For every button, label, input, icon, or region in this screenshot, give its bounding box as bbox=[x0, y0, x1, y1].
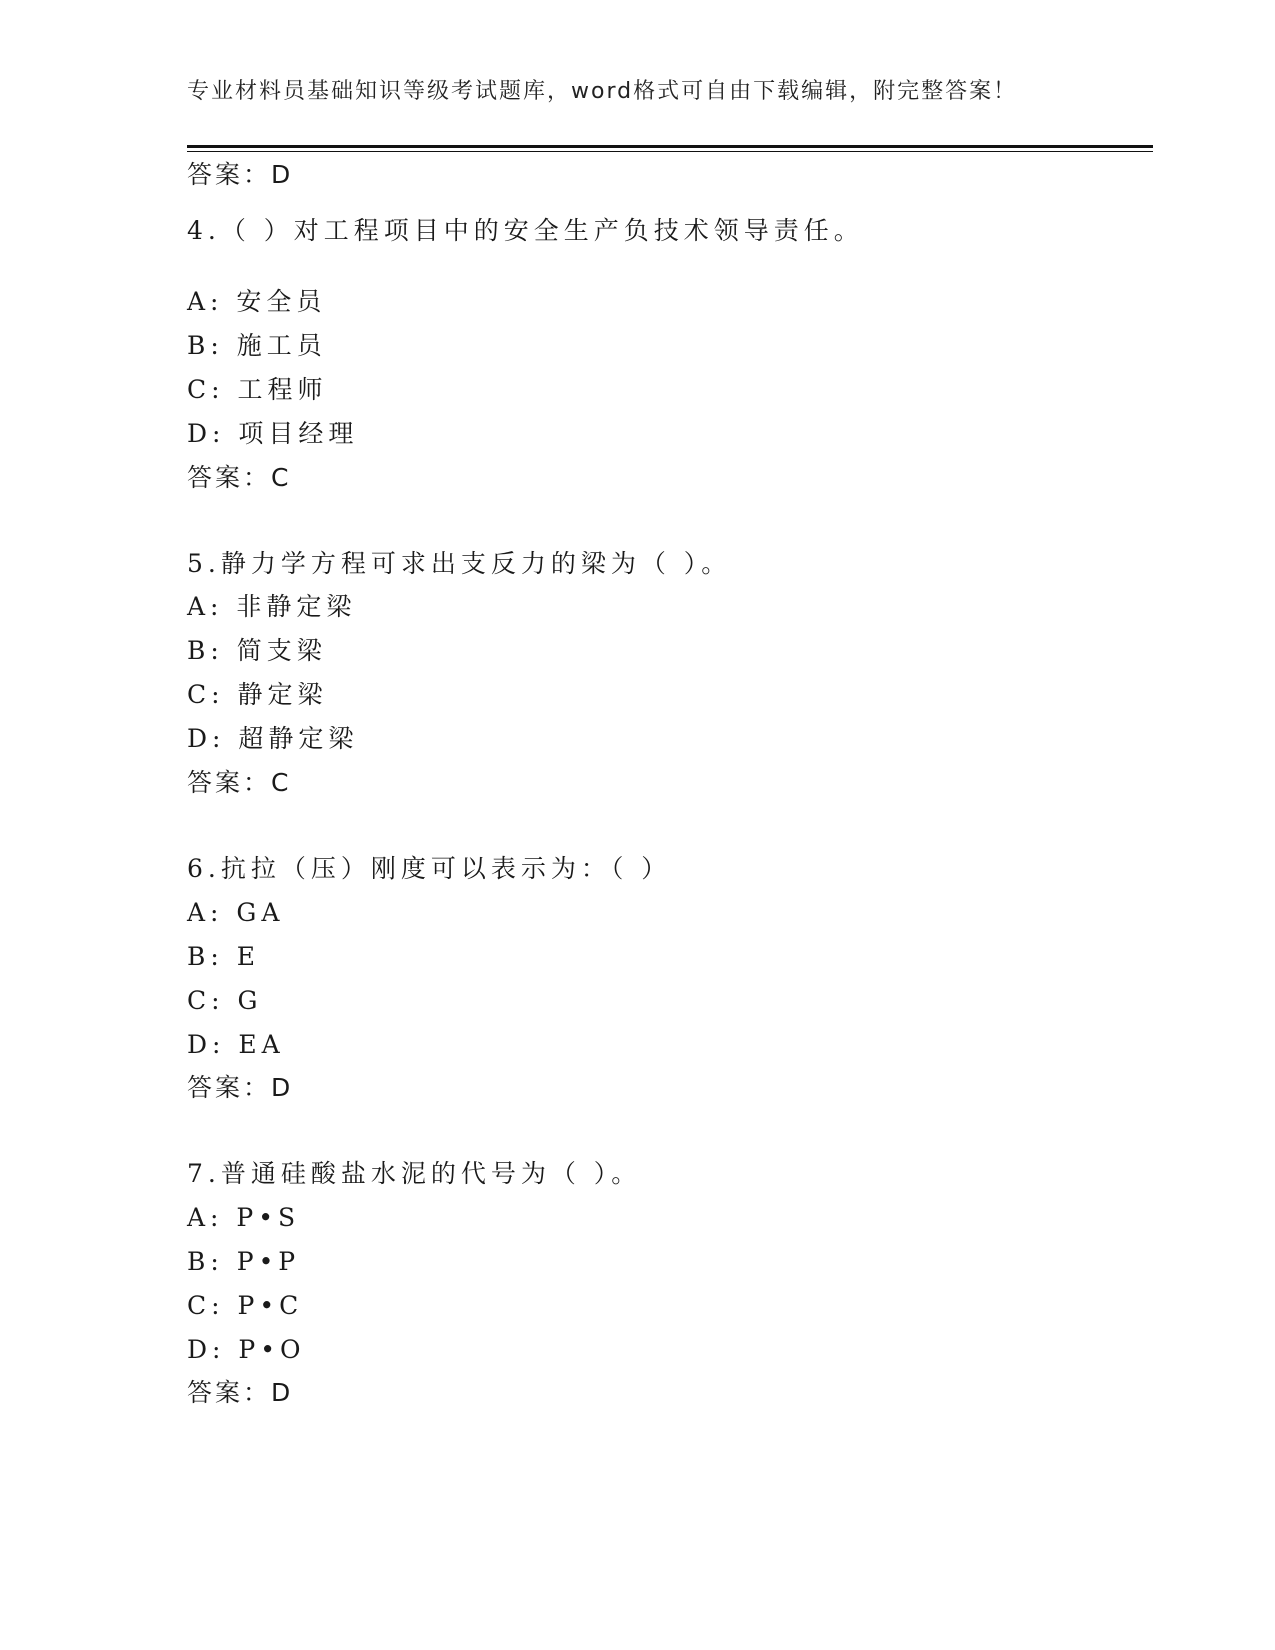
question-5-option-b: B: 简支梁 bbox=[187, 636, 327, 665]
question-4-option-d: D: 项目经理 bbox=[187, 419, 359, 448]
answer-q7: 答案：D bbox=[187, 1378, 294, 1407]
question-6-option-a: A: GA bbox=[187, 898, 285, 927]
answer-q6: 答案：D bbox=[187, 1073, 294, 1102]
answer-q3: 答案：D bbox=[187, 160, 294, 189]
question-4-stem: 4.（ ）对工程项目中的安全生产负技术领导责任。 bbox=[187, 216, 864, 245]
question-4-option-b: B: 施工员 bbox=[187, 331, 327, 360]
page-header: 专业材料员基础知识等级考试题库，word格式可自由下载编辑，附完整答案！ bbox=[187, 79, 1018, 104]
question-7-option-d: D: P•O bbox=[187, 1335, 306, 1364]
header-rule-thin bbox=[187, 151, 1153, 152]
question-7-option-a: A: P•S bbox=[187, 1203, 301, 1232]
question-5-option-d: D: 超静定梁 bbox=[187, 724, 359, 753]
question-4-option-c: C: 工程师 bbox=[187, 375, 328, 404]
question-6-option-d: D: EA bbox=[187, 1030, 285, 1059]
question-4-option-a: A: 安全员 bbox=[187, 287, 327, 316]
header-rule-thick bbox=[187, 145, 1153, 148]
question-5-option-c: C: 静定梁 bbox=[187, 680, 328, 709]
question-7-option-c: C: P•C bbox=[187, 1291, 304, 1320]
question-7-option-b: B: P•P bbox=[187, 1247, 301, 1276]
question-6-option-c: C: G bbox=[187, 986, 263, 1015]
question-5-option-a: A: 非静定梁 bbox=[187, 592, 357, 621]
answer-q4: 答案：C bbox=[187, 463, 292, 492]
question-6-option-b: B: E bbox=[187, 942, 260, 971]
question-6-stem: 6.抗拉（压）刚度可以表示为：（ ） bbox=[187, 854, 672, 883]
question-5-stem: 5.静力学方程可求出支反力的梁为（ ）。 bbox=[187, 549, 732, 578]
answer-q5: 答案：C bbox=[187, 768, 292, 797]
question-7-stem: 7.普通硅酸盐水泥的代号为（ ）。 bbox=[187, 1159, 642, 1188]
